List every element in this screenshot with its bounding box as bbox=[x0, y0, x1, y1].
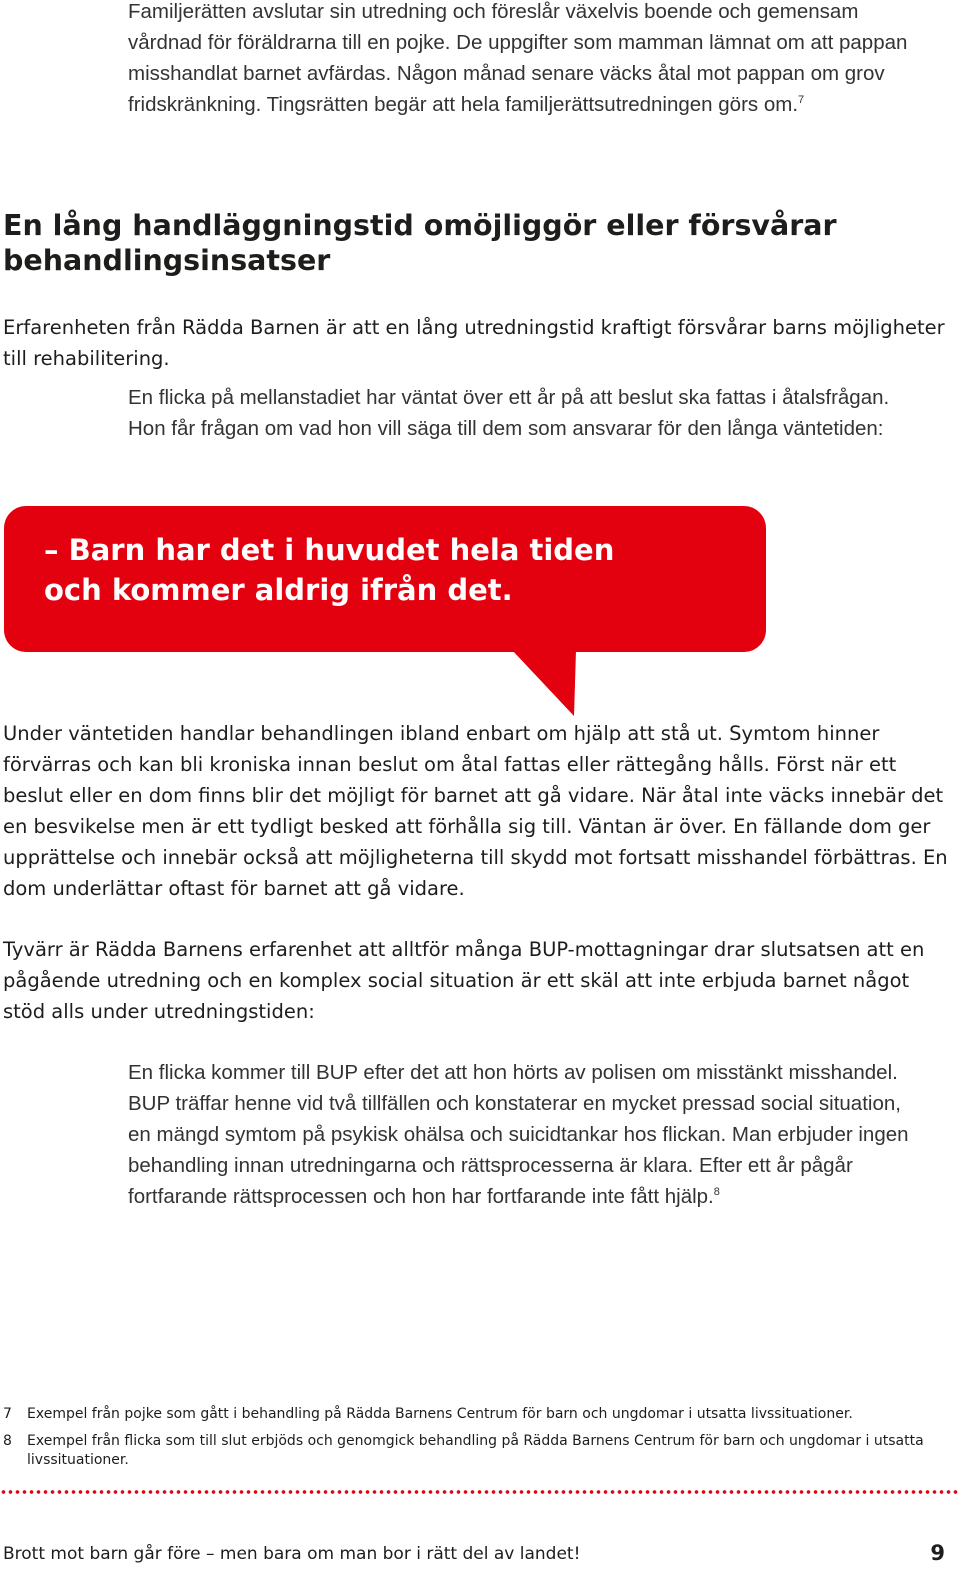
case-example-bup bbox=[128, 1057, 928, 1212]
footnote-ref-7[interactable]: 7 bbox=[798, 94, 805, 107]
dotted-divider bbox=[0, 1489, 960, 1495]
footnote-7 bbox=[3, 1405, 933, 1424]
footnote-number: 7 bbox=[3, 1406, 12, 1422]
footnote-ref-8[interactable]: 8 bbox=[713, 1186, 720, 1199]
page-number: 9 bbox=[930, 1541, 945, 1565]
footnote-text: Exempel från flicka som till slut erbjöds och genomgick behandling på Rädda Barnens Centrum för barn och ungdomar i utsatta livssituationer. bbox=[27, 1433, 924, 1468]
footnote-text: Exempel från pojke som gått i behandling på Rädda Barnens Centrum för barn och ungdomar i utsatta livssituationer. bbox=[27, 1406, 853, 1422]
case-example-boy bbox=[128, 0, 928, 120]
bup-conclusion-paragraph: Tyvärr är Rädda Barnens erfarenhet att alltför många BUP-mottagningar drar slutsatsen att en pågående utredning och en komplex social situation är ett skäl att inte erbjuda barnet något stöd alls under utredningstiden: bbox=[3, 938, 925, 1023]
footnote-number: 8 bbox=[3, 1433, 12, 1449]
case-example-bup-text: En flicka kommer till BUP efter det att hon hörts av polisen om misstänkt misshandel. BUP träffar henne vid två tillfällen och konstaterar en mycket pressad social situation, en mängd symtom på psykisk ohälsa och suicidtankar hos flickan. Man erbjuder ingen behandling innan utredningarna och rättsprocesserna är klara. Efter ett år pågår fortfarande rättsprocessen och hon har fortfarande inte fått hjälp. bbox=[128, 1061, 909, 1208]
speech-bubble-tail bbox=[512, 650, 576, 716]
intro-paragraph: Erfarenheten från Rädda Barnen är att en lång utredningstid kraftigt försvårar barns möjligheter till rehabilitering. bbox=[3, 316, 945, 370]
case-example-girl: En flicka på mellanstadiet har väntat över ett år på att beslut ska fattas i åtalsfrågan. Hon får frågan om vad hon vill säga till dem som ansvarar för den långa väntetiden: bbox=[128, 386, 890, 440]
child-quote bbox=[44, 530, 744, 610]
section-heading: En lång handläggningstid omöjliggör eller försvårar behandlingsinsatser bbox=[3, 209, 837, 277]
child-quote-line-2: och kommer aldrig ifrån det. bbox=[44, 573, 513, 607]
child-quote-line-1: – Barn har det i huvudet hela tiden bbox=[44, 533, 615, 567]
footer-tagline: Brott mot barn går före – men bara om man bor i rätt del av landet! bbox=[3, 1544, 581, 1564]
case-example-boy-text: Familjerätten avslutar sin utredning och föreslår växelvis boende och gemensam vårdnad för föräldrarna till en pojke. De uppgifter som mamman lämnat om att pappan misshandlat barnet avfärdas. Någon månad senare väcks åtal mot pappan om grov fridskränkning. Tingsrätten begär att hela familjerättsutredningen görs om. bbox=[128, 0, 908, 116]
waiting-time-paragraph: Under väntetiden handlar behandlingen ibland enbart om hjälp att stå ut. Symtom hinner förvärras och kan bli kroniska innan beslut om åtal fattas eller rättegång hålls. Först när ett beslut eller en dom finns blir det möjligt för barnet att gå vidare. När åtal inte väcks innebär det en besvikelse men är ett tydligt besked att förhålla sig till. Väntan är över. En fällande dom ger upprättelse och innebär också att möjligheterna till skydd mot fortsatt misshandel förbättras. En dom underlättar oftast för barnet att gå vidare. bbox=[3, 722, 948, 900]
footnote-8 bbox=[3, 1432, 933, 1470]
